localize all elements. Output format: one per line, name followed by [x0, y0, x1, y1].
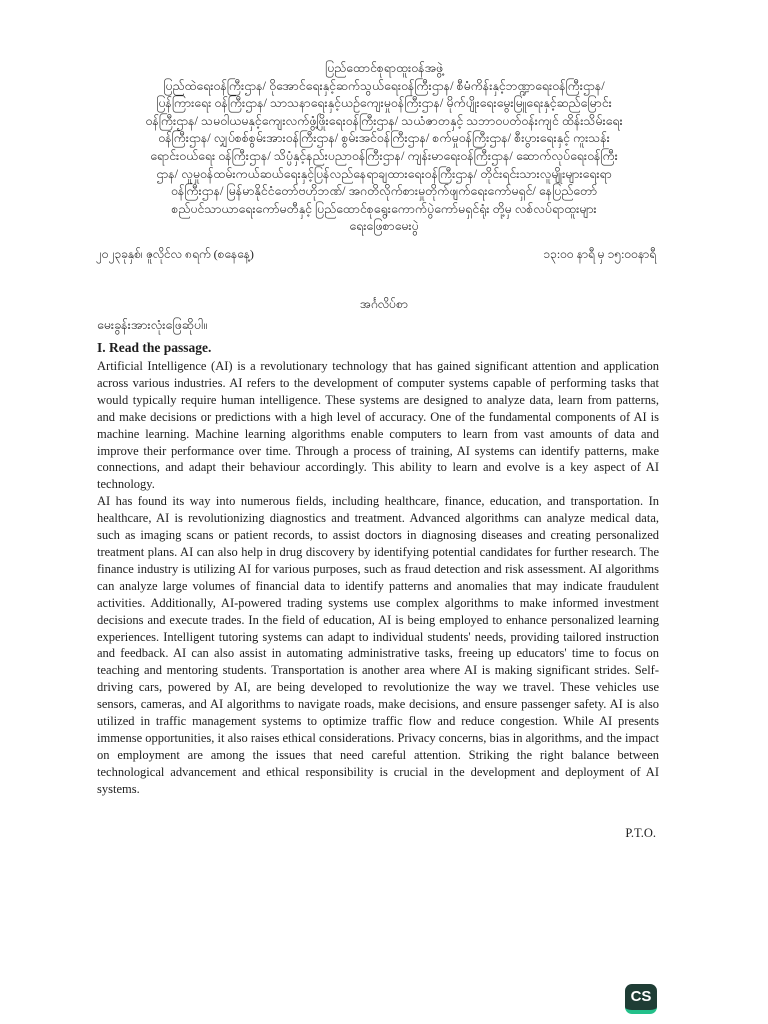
exam-date: ၂၀၂၃ခုနှစ်၊ ဇူလိုင်လ ၈ရက် (စနေနေ့) — [96, 247, 254, 261]
header-line: ရောင်းဝယ်ရေး ဝန်ကြီးဌာန/ သိပ္ပံနှင့်နည်းပညာဝန်ကြီးဌာန/ ကျန်းမာရေးဝန်ကြီးဌာန/ ဆောက်လုပ်ရေးဝန်ကြီး — [150, 148, 618, 163]
instruction-text: မေးခွန်းအားလုံးဖြေဆိုပါ။ — [97, 318, 207, 332]
header-line: ပြန်ကြားရေး ဝန်ကြီးဌာန/ သာသနာရေးနှင့်ယဉ်ကျေးမှုဝန်ကြီးဌာန/ မိုက်ပျိုးရေးမွေးမြူရေးနှင့်ဆည်မြောင်း — [156, 96, 612, 111]
subject-title: အင်္ဂလိပ်စာ — [360, 297, 408, 311]
header-line: စည်ပင်သာယာရေးကော်မတီနှင့် ပြည်ထောင်စုရွေးကောက်ပွဲကော်မရှင်ရုံး တို့မှ လစ်လပ်ရာထူးများ — [171, 201, 597, 216]
section-title: I. Read the passage. — [97, 340, 212, 355]
passage — [97, 358, 659, 798]
pto-note: P.T.O. — [625, 826, 656, 840]
camscanner-logo-icon: CS — [625, 984, 657, 1014]
exam-header — [100, 60, 668, 236]
header-line: ပြည်ထဲရေးဝန်ကြီးဌာန/ ဝိုအောင်ရေးနှင့်ဆက်သွယ်ရေးဝန်ကြီးဌာန/ စီမံကိန်းနှင့်ဘဏ္ဍာရေးဝန်ကြီးဌာန/ — [163, 78, 605, 93]
passage-paragraph: Artificial Intelligence (AI) is a revolutionary technology that has gained significant attention and application across various industries. AI refers to the development of computer systems capable of performing tasks that would typically require human intelligence. These systems are designed to analyze data, learn from patterns, and make decisions or predictions with a high level of accuracy. One of the fundamental components of AI is machine learning. Machine learning algorithms enable computers to learn from vast amounts of data and improve their performance over time. Through a process of training, AI systems can identify patterns, make connections, and adapt their behaviour accordingly. This ability to learn and evolve is a key aspect of AI technology. — [97, 359, 659, 492]
header-line: ရေးဖြေစာမေးပွဲ — [349, 219, 419, 234]
passage-paragraph: AI has found its way into numerous fields, including healthcare, finance, education, and transportation. In healthcare, AI is revolutionizing diagnostics and treatment. Advanced algorithms can analyze medical data, such as imaging scans or patient records, to assist doctors in diagnosing diseases and creating personalized treatment plans. AI can also help in drug discovery by identifying potential candidates for further research. The finance industry is utilizing AI for various purposes, such as fraud detection and risk assessment. AI algorithms can analyze large volumes of financial data to identify patterns and anomalies that may indicate fraudulent activities. Additionally, AI-powered trading systems use complex algorithms to make informed investment decisions and execute trades. In the field of education, AI is being employed to enhance personalized learning experiences. Intelligent tutoring systems can adapt to individual students' needs, providing tailored instruction and feedback. AI can also assist in automating administrative tasks, freeing up educators' time to focus on teaching and mentoring students. Transportation is another area where AI is making significant strides. Self-driving cars, powered by AI, are being developed to revolutionize the way we travel. These vehicles use sensors, cameras, and AI algorithms to navigate roads, make decisions, and ensure passenger safety. AI is also utilized in traffic management systems to optimize traffic flow and reduce congestion. While AI presents immense opportunities, it also raises ethical considerations. Privacy concerns, bias in algorithms, and the impact on employment are among the issues that need careful attention. Striking the right balance between technological advancement and ethical responsibility is crucial in the development and deployment of AI systems. — [97, 494, 659, 796]
header-line: ဝန်ကြီးဌာန/ မြန်မာနိုင်ငံတော်ဗဟိုဘဏ်/ အဂတိလိုက်စားမှုတိုက်ဖျက်ရေးကော်မရှင်/ နေပြည်တော် — [170, 184, 598, 199]
header-line: ဌာန/ လူမှုဝန်ထမ်းကယ်ဆယ်ရေးနှင့်ပြန်လည်နေရာချထားရေးဝန်ကြီးဌာန/ တိုင်းရင်းသားလူမျိုးများရေးရာ — [156, 166, 612, 181]
header-line: ပြည်ထောင်စုရာထူးဝန်အဖွဲ့ — [325, 61, 443, 75]
header-line: ဝန်ကြီးဌာန/ သမဝါယမနှင့်ကျေးလက်ဖွံ့ဖြိုးရေးဝန်ကြီးဌာန/ သယံဇာတနှင့် သဘာဝပတ်ဝန်းကျင် ထိန်းသိမ်းရေး — [145, 113, 623, 128]
exam-time: ၁၃:၀၀ နာရီ မှ ၁၅:၀၀နာရီ — [543, 247, 656, 261]
header-line: ဝန်ကြီးဌာန/ လျှပ်စစ်စွမ်းအားဝန်ကြီးဌာန/ စွမ်းအင်ဝန်ကြီးဌာန/ စက်မှုဝန်ကြီးဌာန/ စီးပွားရေးနှင့် ကူးသန်း — [158, 131, 610, 146]
